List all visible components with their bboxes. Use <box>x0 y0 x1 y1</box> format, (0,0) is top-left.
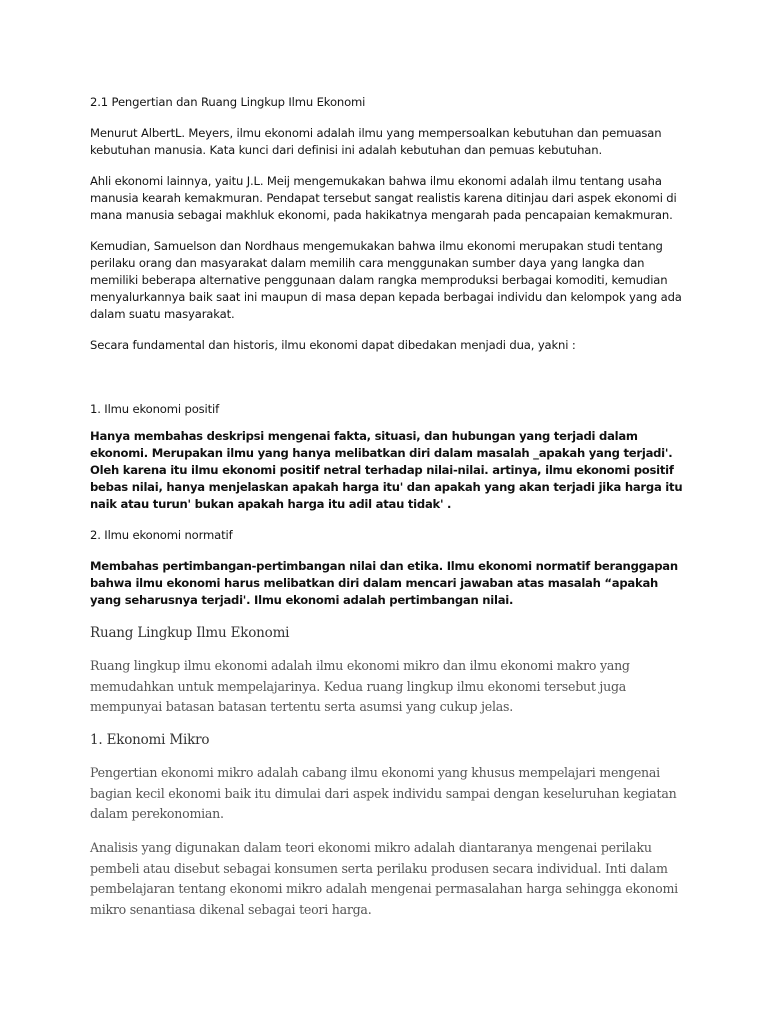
paragraph-meyers: Menurut AlbertL. Meyers, ilmu ekonomi adalah ilmu yang mempersoalkan kebutuhan dan pemuasan kebutuhan manusia. Kata kunci dari definisi ini adalah kebutuhan dan pemuas kebutuhan. <box>90 126 662 157</box>
paragraph-ekonomi-normatif: Membahas pertimbangan-pertimbangan nilai dan etika. Ilmu ekonomi normatif beranggapan bahwa ilmu ekonomi harus melibatkan diri dalam mencari jawaban atas masalah “apakah yang seharusnya terjadi'. Ilmu ekonomi adalah pertimbangan nilai. <box>90 559 678 607</box>
paragraph-fundamental: Secara fundamental dan historis, ilmu ekonomi dapat dibedakan menjadi dua, yakni : <box>90 338 576 352</box>
paragraph-samuelson: Kemudian, Samuelson dan Nordhaus mengemukakan bahwa ilmu ekonomi merupakan studi tentang perilaku orang dan masyarakat dalam memilih cara menggunakan sumber daya yang langka dan memiliki beberapa alternative penggunaan dalam rangka memproduksi berbagai komoditi, kemudian menyalurkannya baik saat ini maupun di masa depan kepada berbagai individu dan kelompok yang ada dalam suatu masyarakat. <box>90 239 682 321</box>
heading-ekonomi-normatif: 2. Ilmu ekonomi normatif <box>90 528 233 542</box>
heading-ekonomi-positif: 1. Ilmu ekonomi positif <box>90 402 219 416</box>
section-title: 2.1 Pengertian dan Ruang Lingkup Ilmu Ekonomi <box>90 95 366 109</box>
paragraph-meij: Ahli ekonomi lainnya, yaitu J.L. Meij mengemukakan bahwa ilmu ekonomi adalah ilmu tentang usaha manusia kearah kemakmuran. Pendapat tersebut sangat realistis karena ditinjau dari aspek ekonomi di mana manusia sebagai makhluk ekonomi, pada hakikatnya mengarah pada pencapaian kemakmuran. <box>90 174 677 222</box>
heading-ekonomi-mikro: 1. Ekonomi Mikro <box>90 732 210 748</box>
paragraph-ekonomi-positif: Hanya membahas deskripsi mengenai fakta, situasi, dan hubungan yang terjadi dalam ekonomi. Merupakan ilmu yang hanya melibatkan diri dalam masalah _apakah yang terjadi'. Oleh karena itu ilmu ekonomi positif netral terhadap nilai-nilai. artinya, ilmu ekonomi positif bebas nilai, hanya menjelaskan apakah harga itu' dan apakah yang akan terjadi jika harga itu naik atau turun' bukan apakah harga itu adil atau tidak' . <box>90 429 683 511</box>
paragraph-ekonomi-mikro-2: Analisis yang digunakan dalam teori ekonomi mikro adalah diantaranya mengenai perilaku pembeli atau disebut sebagai konsumen serta perilaku produsen secara individual. Inti dalam pembelajaran tentang ekonomi mikro adalah mengenai permasalahan harga sehingga ekonomi mikro senantiasa dikenal sebagai teori harga. <box>90 840 678 917</box>
paragraph-ekonomi-mikro-1: Pengertian ekonomi mikro adalah cabang ilmu ekonomi yang khusus mempelajari mengenai bagian kecil ekonomi baik itu dimulai dari aspek individu sampai dengan keseluruhan kegiatan dalam perekonomian. <box>90 765 677 821</box>
paragraph-ruang-lingkup: Ruang lingkup ilmu ekonomi adalah ilmu ekonomi mikro dan ilmu ekonomi makro yang memudahkan untuk mempelajarinya. Kedua ruang lingkup ilmu ekonomi tersebut juga mempunyai batasan batasan tertentu serta asumsi yang cukup jelas. <box>90 658 630 714</box>
heading-ruang-lingkup: Ruang Lingkup Ilmu Ekonomi <box>90 625 290 641</box>
